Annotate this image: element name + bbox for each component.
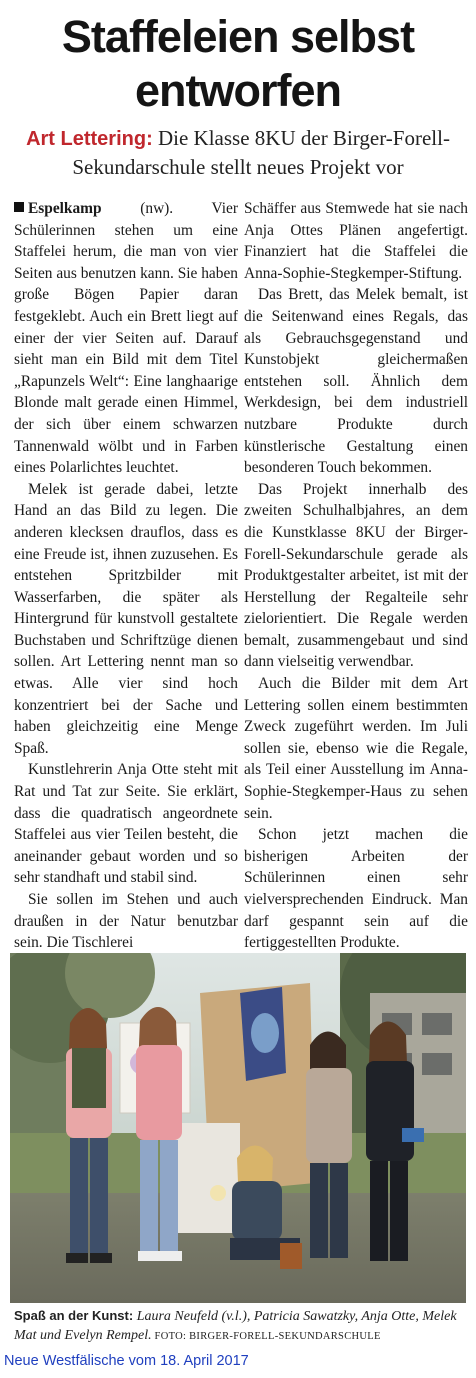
paragraph: Sie sollen im Stehen und auch draußen in der Natur benutzbar sein. Die Tischlerei bbox=[14, 891, 238, 952]
subhead-text: Die Klasse 8KU der Birger-Forell-Sekundarschule stellt neues Projekt vor bbox=[72, 126, 450, 179]
paragraph: Auch die Bilder mit dem Art Lettering sollen einem bestimmten Zweck zugeführt werden. Im Juli sollen sie, ebenso wie die Regale, als Teil einer Ausstellung im Anna-Sophie-Stegkemper-Haus zu sehen sein. bbox=[244, 675, 468, 822]
article-photo bbox=[10, 953, 466, 1303]
article-subhead bbox=[10, 124, 466, 181]
caption-lead: Spaß an der Kunst: bbox=[14, 1308, 134, 1323]
paragraph bbox=[14, 198, 238, 479]
paragraph: Kunstlehrerin Anja Otte steht mit Rat und Tat zur Seite. Sie erklärt, dass die quadratisch angeordnete Staffelei aus vier Teilen besteht, die aneinander gebaut worden und so sehr standhaft und stabil sind. bbox=[14, 761, 238, 887]
paragraph-text: Vier Schülerinnen stehen um eine Staffelei herum, die man von vier Seiten aus benutzen kann. Sie haben große Bögen Papier daran festgeklebt. Auch ein Brett liegt auf einer der vier Seiten auf. Darauf sieht man ein Bild mit dem Titel „Rapunzels Welt“: Eine langhaarige Blonde malt gerade einen Himmel, der sich über einem schwarzen Tannenwald wölbt und in Farben eines Polarlichtes leuchtet. bbox=[14, 200, 238, 477]
text-column-left bbox=[14, 198, 238, 954]
paragraph: Melek ist gerade dabei, letzte Hand an das Bild zu legen. Die anderen klecksen drauflos, dass es eine Freude ist, ihnen zuzusehen. Es entstehen Spritzbilder mit Wasserfarben, die später als Hintergrund für kunstvoll gestaltete Buchstaben und Schriftzüge dienen sollen. Art Lettering nennt man so etwas. Alle vier sind hoch konzentriert bei der Sache und haben gleichzeitig eine Menge Spaß. bbox=[14, 480, 238, 757]
paragraph: Das Projekt innerhalb des zweiten Schulhalbjahres, an dem die Kunstklasse 8KU der Birger-Forell-Sekundarschule gerade als Produktgestalter arbeitet, ist mit der Herstellung der Regalteile sehr zielorientiert. Die Regale werden bemalt, zusammengebaut und sind dann vielseitig verwendbar. bbox=[244, 480, 468, 671]
text-column-right bbox=[244, 198, 468, 954]
photo-illustration bbox=[10, 953, 466, 1303]
article-headline bbox=[0, 10, 476, 118]
caption-text: Laura Neufeld (v.l.), Patricia Sawatzky, Anja Otte, Melek Mat und Evelyn Rempel. bbox=[14, 1309, 457, 1343]
subhead-kicker: Art Lettering: bbox=[26, 128, 153, 150]
paragraph-marker-icon bbox=[14, 202, 24, 212]
headline-line-2: entworfen bbox=[134, 65, 341, 116]
source-line: Neue Westfälische vom 18. April 2017 bbox=[4, 1353, 249, 1369]
paragraph: Das Brett, das Melek bemalt, ist die Seitenwand eines Regals, das als Gebrauchsgegenstand und Kunstobjekt gleichermaßen entstehen soll. Ähnlich dem Werkdesign, bei dem industriell nutzbare Produkte durch künstlerische Gestaltung einen besonderen Touch bekommen. bbox=[244, 286, 468, 477]
headline-line-1: Staffeleien selbst bbox=[61, 11, 415, 62]
paragraph: Schäffer aus Stemwede hat sie nach Anja Ottes Plänen angefertigt. Finanziert hat die Staffelei die Anna-Sophie-Stegkemper-Stiftung. bbox=[244, 200, 468, 282]
dateline: Espelkamp bbox=[28, 200, 102, 217]
caption-credit: FOTO: BIRGER-FORELL-SEKUNDARSCHULE bbox=[151, 1331, 381, 1342]
dateline-agency: (nw). bbox=[101, 200, 174, 217]
paragraph: Schon jetzt machen die bisherigen Arbeiten der Schülerinnen einen sehr vielversprechenden Eindruck. Man darf gespannt sein auf die fertiggestellten Produkte. bbox=[244, 826, 468, 952]
photo-caption bbox=[14, 1306, 466, 1346]
